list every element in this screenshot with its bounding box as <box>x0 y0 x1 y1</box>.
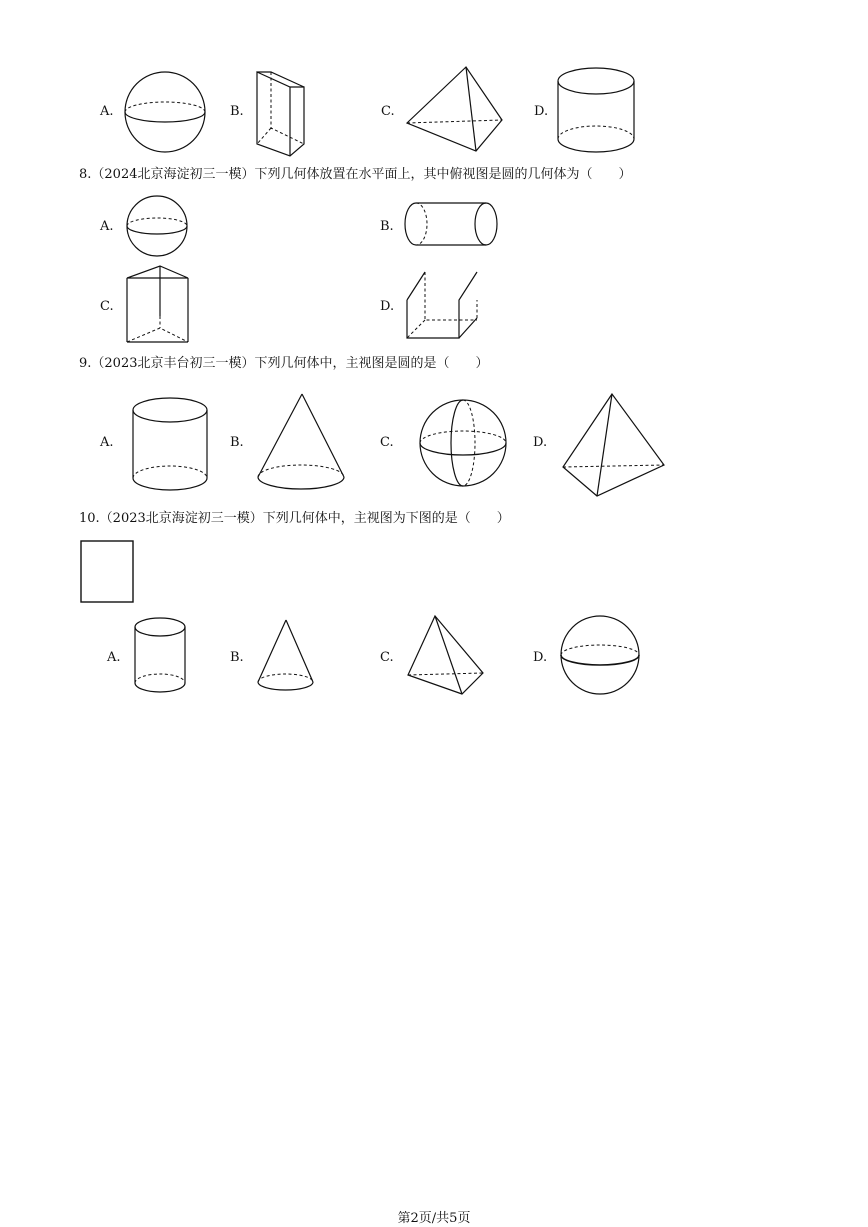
option-label: B. <box>230 104 244 119</box>
sphere-icon <box>125 196 191 258</box>
question-10-text: 10.（2023北京海淀初三一模）下列几何体中，主视图为下图的是（ ） <box>79 511 510 526</box>
sphere-icon <box>560 615 642 697</box>
option-label: B. <box>230 435 244 450</box>
triangular-pyramid-icon <box>406 615 486 697</box>
cone-icon <box>256 619 316 693</box>
horizontal-cylinder-icon <box>406 202 500 250</box>
option-label: C. <box>381 104 395 119</box>
option-label: B. <box>380 219 394 234</box>
question-9-text: 9.（2023北京丰台初三一模）下列几何体中，主视图是圆的是（ ） <box>79 356 489 371</box>
option-label: D. <box>380 299 395 314</box>
triangular-pyramid-icon <box>561 393 667 499</box>
option-label: C. <box>100 299 114 314</box>
cuboid-icon <box>254 70 308 158</box>
question-8-text: 8.（2024北京海淀初三一模）下列几何体放置在水平面上，其中俯视图是圆的几何体为（ ） <box>79 167 632 182</box>
option-label: A. <box>107 650 121 665</box>
triangular-pyramid-icon <box>406 66 504 154</box>
option-label: D. <box>533 650 548 665</box>
option-label: B. <box>230 650 244 665</box>
option-label: D. <box>533 435 548 450</box>
option-label: A. <box>100 104 114 119</box>
option-label: C. <box>380 650 394 665</box>
option-label: A. <box>100 219 114 234</box>
triangular-prism-icon <box>126 264 192 344</box>
sphere-icon <box>418 399 510 489</box>
cylinder-icon <box>134 617 188 695</box>
cone-icon <box>257 393 347 493</box>
cube-icon <box>405 270 479 340</box>
rectangle-front-view-icon <box>80 540 136 604</box>
cylinder-icon <box>132 397 210 493</box>
option-label: A. <box>100 435 114 450</box>
option-label: D. <box>534 104 549 119</box>
cylinder-icon <box>557 67 637 155</box>
sphere-icon <box>124 72 208 154</box>
page-number: 第2页/共5页 <box>397 1211 471 1226</box>
option-label: C. <box>380 435 394 450</box>
